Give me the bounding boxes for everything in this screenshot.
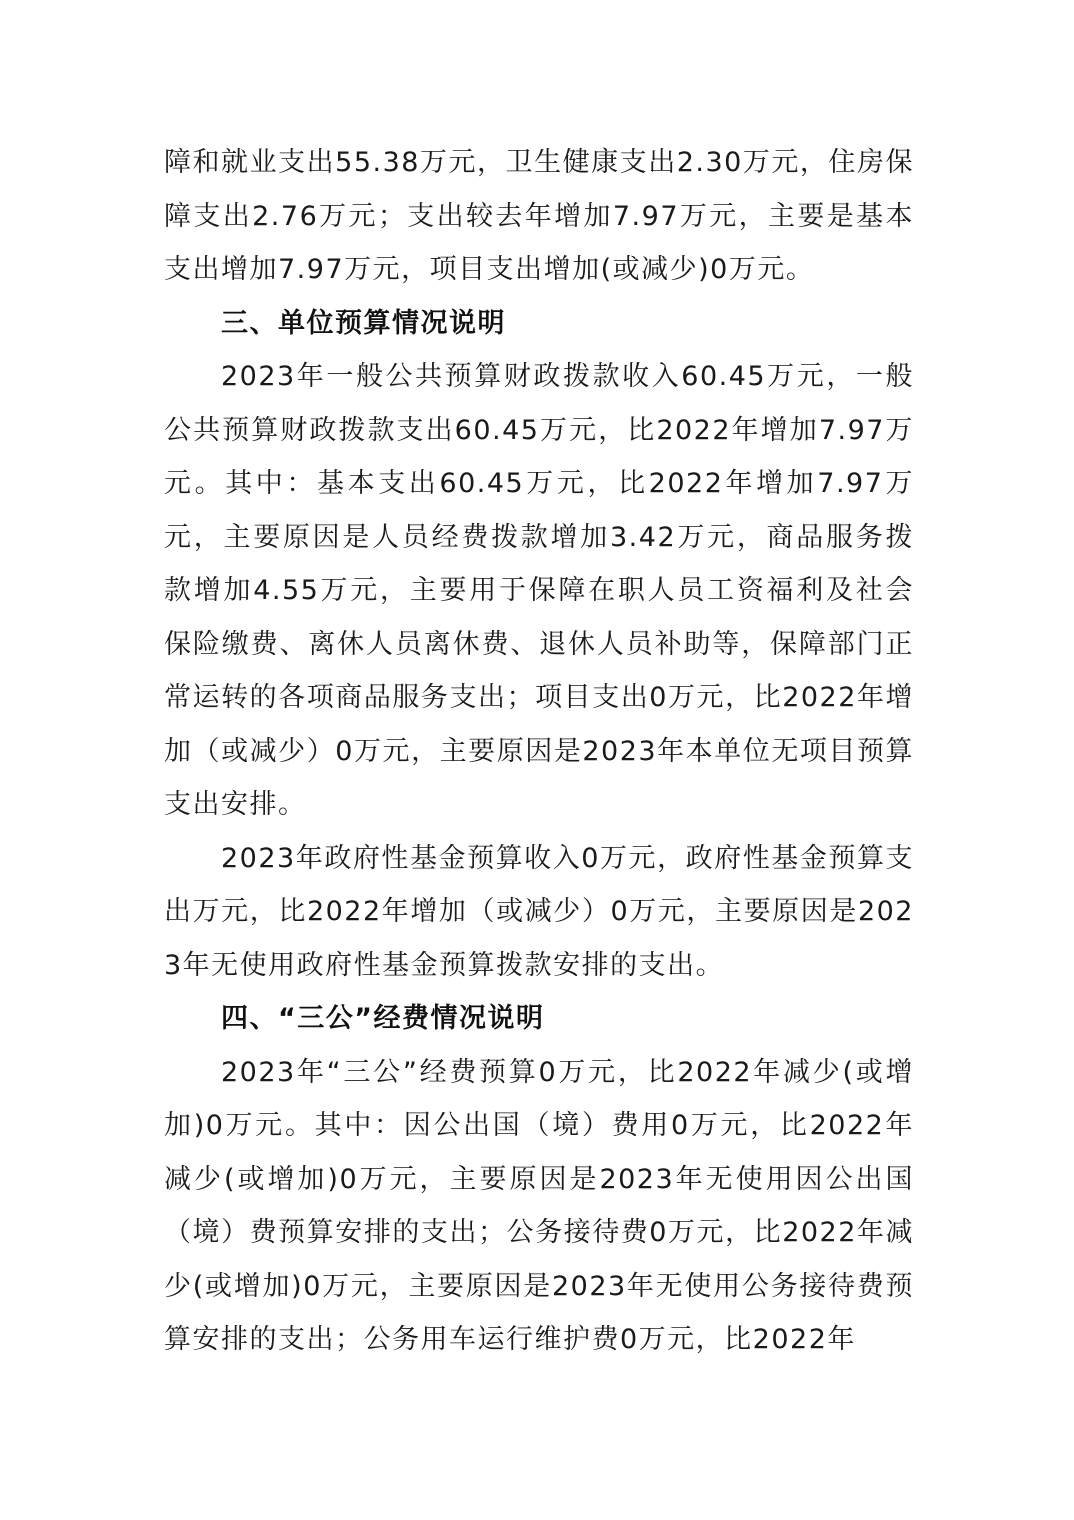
paragraph-three-public-expenses: 2023年“三公”经费预算0万元，比2022年减少(或增加)0万元。其中：因公出国（境）费用0万元，比2022年减少(或增加)0万元，主要原因是2023年无使用因公出国（境）费预算安排的支出；公务接待费0万元，比2022年减少(或增加)0万元，主要原因是2023年无使用公务接待费预算安排的支出；公务用车运行维护费0万元，比2022年 — [164, 1056, 914, 1355]
paragraph-general-public-budget: 2023年一般公共预算财政拨款收入60.45万元，一般公共预算财政拨款支出60.45万元，比2022年增加7.97万元。其中：基本支出60.45万元，比2022年增加7.97万元，主要原因是人员经费拨款增加3.42万元，商品服务拨款增加4.55万元，主要用于保障在职人员工资福利及社会保险缴费、离休人员离休费、退休人员补助等，保障部门正常运转的各项商品服务支出；项目支出0万元，比2022年增加（或减少）0万元，主要原因是2023年本单位无项目预算支出安排。 — [164, 361, 914, 820]
paragraph-government-fund-budget: 2023年政府性基金预算收入0万元，政府性基金预算支出万元，比2022年增加（或减少）0万元，主要原因是2023年无使用政府性基金预算拨款安排的支出。 — [164, 842, 914, 981]
section-heading-three-public-expenses: 四、“三公”经费情况说明 — [221, 1003, 545, 1034]
paragraph-continuation: 障和就业支出55.38万元，卫生健康支出2.30万元，住房保障支出2.76万元；支出较去年增加7.97万元，主要是基本支出增加7.97万元，项目支出增加(或减少)0万元。 — [164, 147, 914, 285]
document-body — [164, 136, 914, 1367]
section-heading-unit-budget: 三、单位预算情况说明 — [221, 307, 506, 339]
